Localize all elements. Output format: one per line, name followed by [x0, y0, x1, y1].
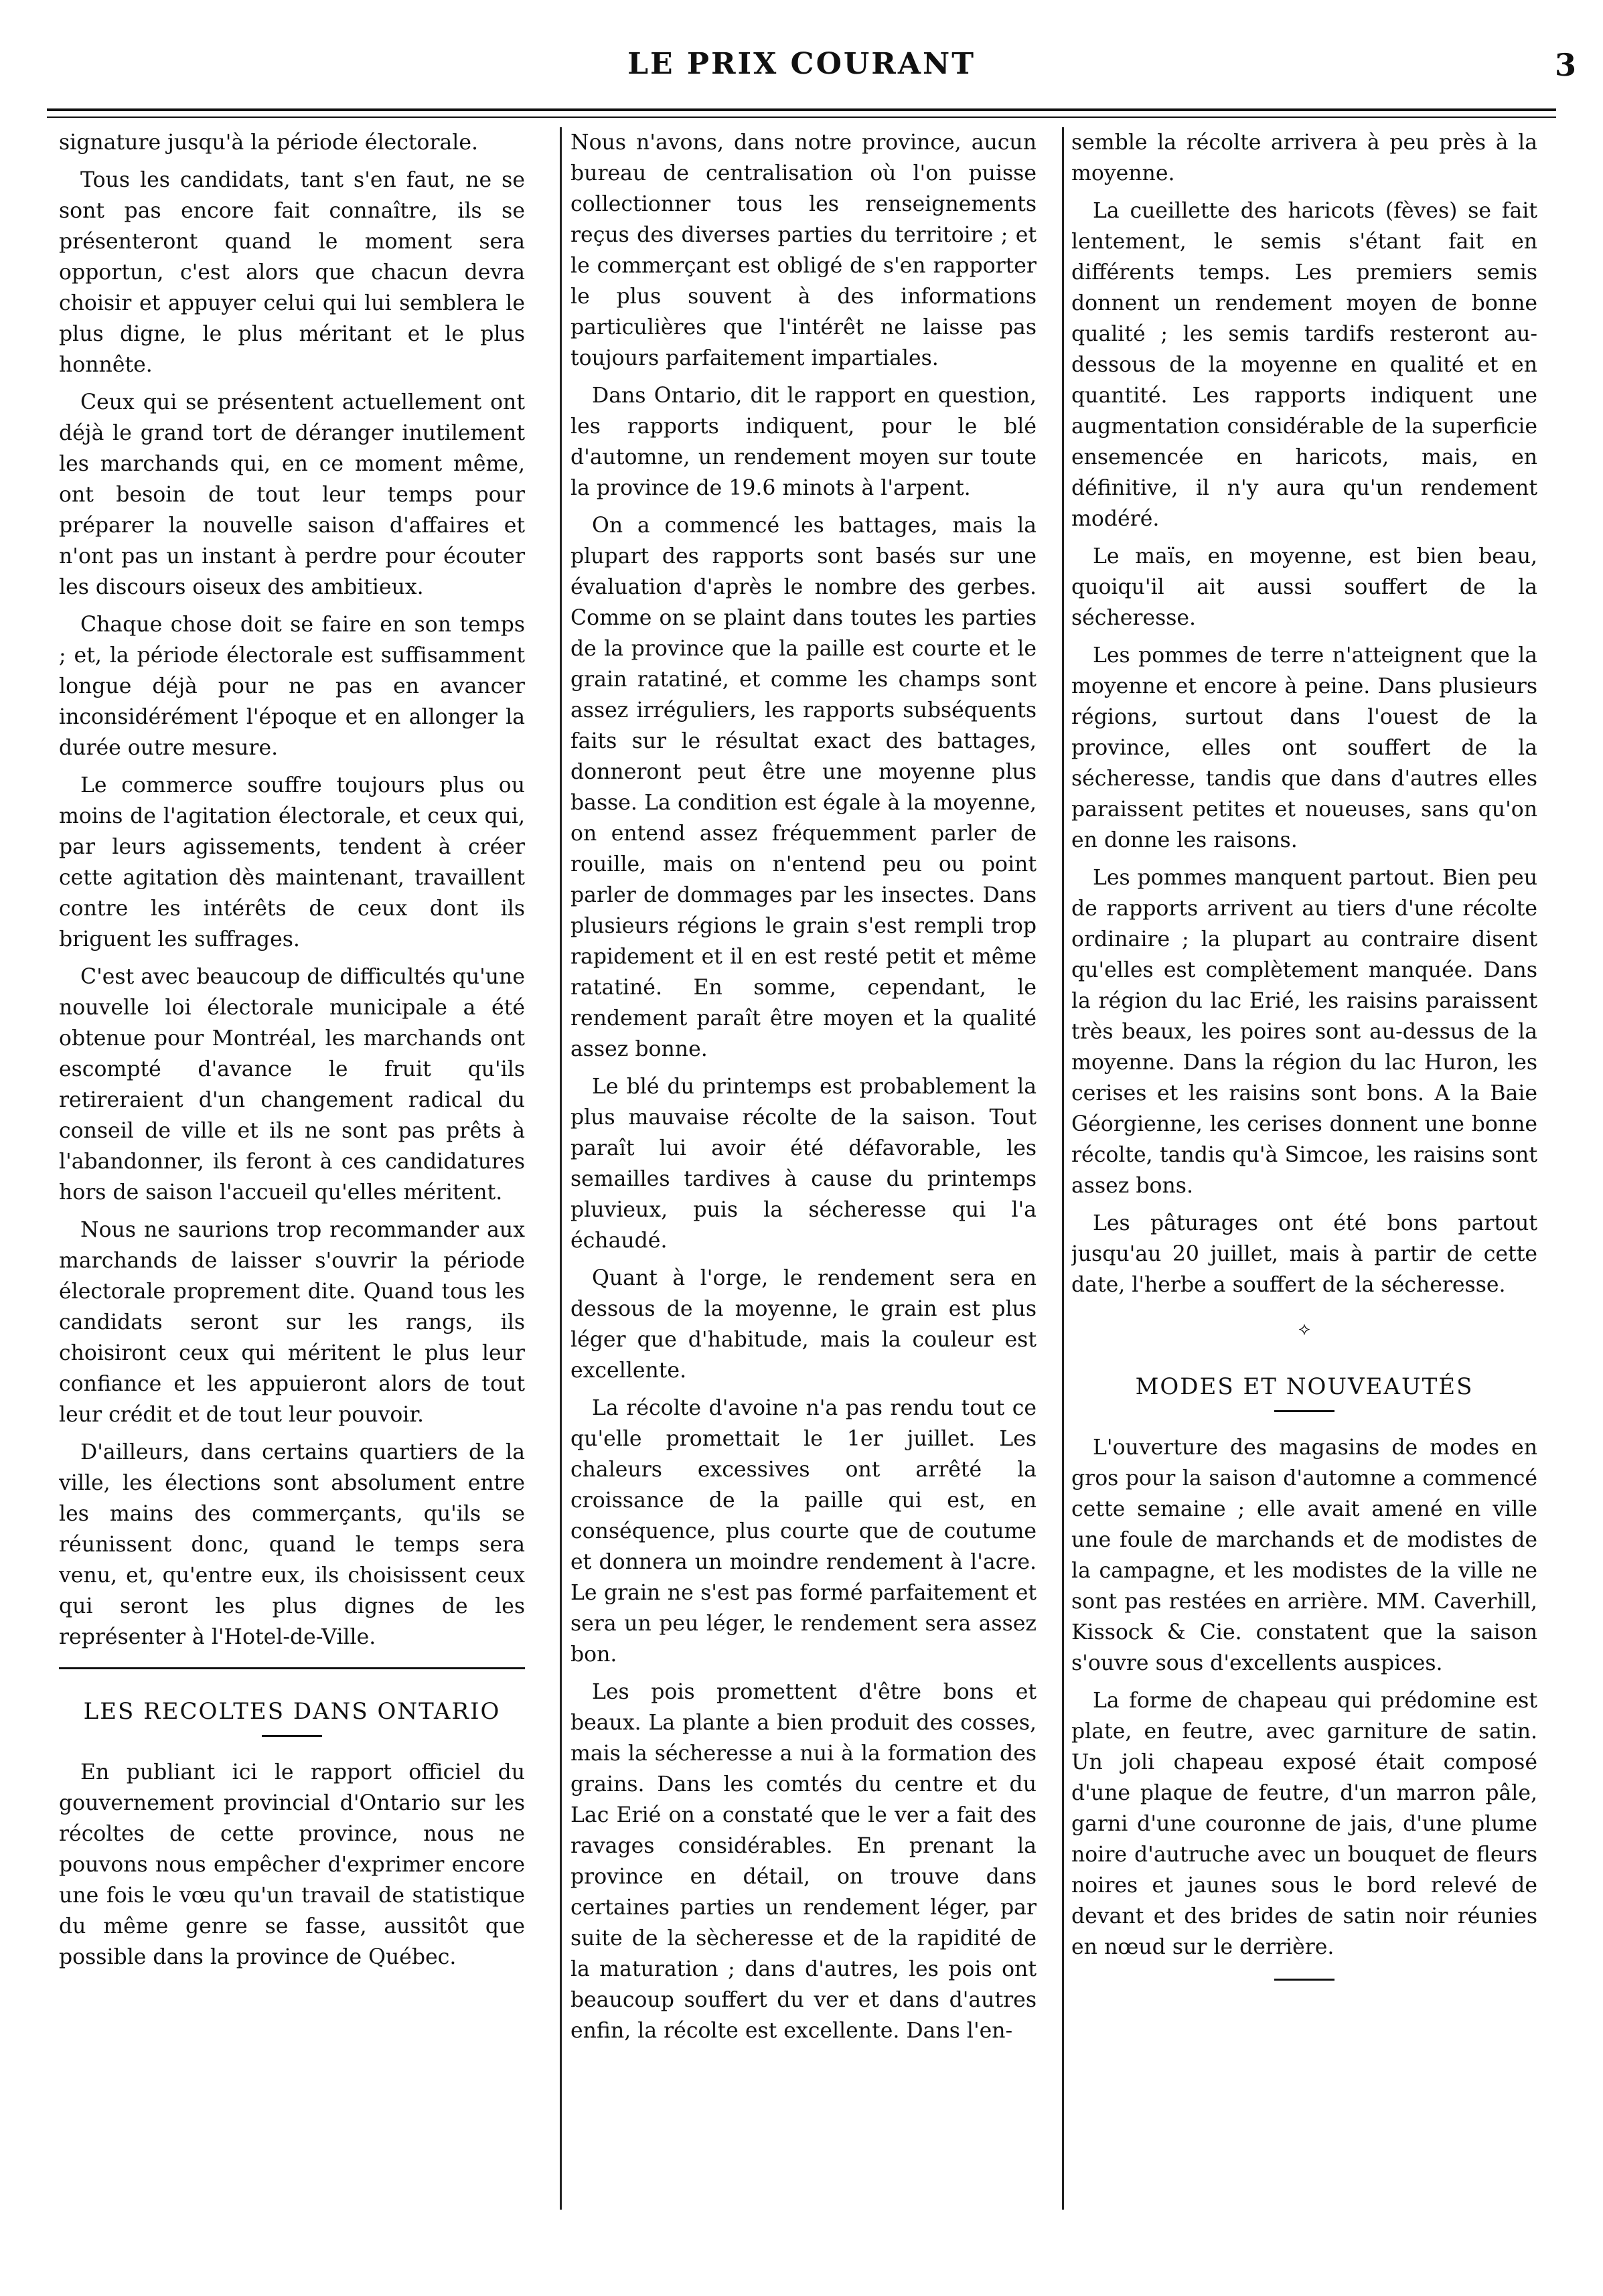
paragraph: semble la récolte arrivera à peu près à la moyenne. [1071, 131, 1537, 185]
column-divider [1062, 127, 1064, 2210]
paragraph: La forme de chapeau qui prédomine est plate, en feutre, avec garniture de satin. Un joli chapeau exposé était composé d'une plaque de feutre, d'un marron pâle, garni d'une couronne de jais, d'une plume noire d'autruche avec un bouquet de fleurs noires et jaunes sous le bord relevé de devant et des brides de satin noir réunies en nœud sur le derrière. [1071, 1689, 1537, 1959]
ornament-divider: ⟡ [1298, 1319, 1310, 1339]
paragraph: Dans Ontario, dit le rapport en question, les rapports indiquent, pour le blé d'automne, un rendement moyen sur toute la province de 19.6 minots à l'arpent. [570, 384, 1037, 500]
page-number: 3 [1554, 47, 1576, 83]
column-divider [560, 127, 562, 2210]
paragraph: En publiant ici le rapport officiel du gouvernement provincial d'Ontario sur les récoltes de cette province, nous ne pouvons nous empêcher d'exprimer encore une fois le vœu qu'un travail de statistique du même genre se fasse, aussitôt que possible dans la province de Québec. [59, 1760, 525, 1969]
paragraph: Le blé du printemps est probablement la plus mauvaise récolte de la saison. Tout paraît lui avoir été défavorable, les semailles tardives à cause du printemps pluvieux, puis la sécheresse qui l'a échaudé. [570, 1075, 1037, 1253]
paragraph: On a commencé les battages, mais la plupart des rapports sont basés sur une évaluation d'après le nombre des gerbes. Comme on se plaint dans toutes les parties de la province que la paille est courte et le grain ratatiné, et comme les champs sont assez irréguliers, les rapports subséquents faits sur le résultat exact des battages, donneront peut être une moyenne plus basse. La condition est égale à la moyenne, on entend assez fréquemment parler de rouille, mais on n'entend peu ou point parler de dommages par les insectes. Dans plusieurs régions le grain s'est rempli trop rapidement et il en est resté petit et même ratatiné. En somme, cependant, le rendement paraît être moyen et la qualité assez bonne. [570, 514, 1037, 1061]
column-right [1071, 127, 1537, 2210]
paragraph: Les pâturages ont été bons partout jusqu'au 20 juillet, mais à partir de cette date, l'herbe a souffert de la sécheresse. [1071, 1211, 1537, 1297]
paragraph: Nous ne saurions trop recommander aux marchands de laisser s'ouvrir la période électorale proprement dite. Quand tous les candidats seront sur les rangs, ils choisiront ceux qui méritent le plus leur confiance et les appuieront alors de tout leur crédit et de tout leur pouvoir. [59, 1218, 525, 1427]
paragraph: signature jusqu'à la période électorale. [59, 131, 479, 155]
running-title: LE PRIX COURANT [627, 47, 976, 81]
end-rule [1274, 1979, 1334, 1981]
paragraph: Les pois promettent d'être bons et beaux. La plante a bien produit des cosses, mais la sécheresse a nui à la formation des grains. Dans les comtés du centre et du Lac Erié on a constaté que le ver a fait des ravages considérables. En prenant la province en détail, on trouve dans certaines parties un rendement léger, par suite de la sècheresse et de la rapidité de la maturation ; dans d'autres, les pois ont beaucoup souffert du ver et dans d'autres enfin, la récolte est excellente. Dans l'en- [570, 1680, 1037, 2043]
paragraph: Quant à l'orge, le rendement sera en dessous de la moyenne, le grain est plus léger que d'habitude, mais la couleur est excellente. [570, 1266, 1037, 1383]
paragraph: C'est avec beaucoup de difficultés qu'une nouvelle loi électorale municipale a été obtenue pour Montréal, les marchands ont escompté d'avance le fruit qu'ils retireraient d'un changement radical du conseil de ville et ils ne sont pas prêts à l'abandonner, ils feront à ces candidatures hors de saison l'accueil qu'elles méritent. [59, 965, 525, 1205]
section-title-modes: MODES ET NOUVEAUTÉS [1135, 1373, 1474, 1400]
paragraph: Le maïs, en moyenne, est bien beau, quoiqu'il ait aussi souffert de la sécheresse. [1071, 544, 1537, 630]
section-divider [59, 1667, 525, 1669]
title-underline [1274, 1410, 1334, 1412]
paragraph: La récolte d'avoine n'a pas rendu tout ce qu'elle promettait le 1er juillet. Les chaleurs excessives ont arrêté la croissance de la paille qui est, en conséquence, plus courte que de coutume et donnera un moindre rendement à l'acre. Le grain ne s'est pas formé parfaitement et sera un peu léger, le rendement sera assez bon. [570, 1396, 1037, 1667]
paragraph: Nous n'avons, dans notre province, aucun bureau de centralisation où l'on puisse collectionner tous les renseignements reçus des diverses parties du territoire ; et le commerçant est obligé de s'en rapporter le plus souvent à des informations particulières que l'intérêt ne laisse pas toujours parfaitement impartiales. [570, 131, 1037, 370]
paragraph: La cueillette des haricots (fèves) se fait lentement, le semis s'étant fait en différents temps. Les premiers semis donnent un rendement moyen de bonne qualité ; les semis tardifs resteront au-dessous de la moyenne en qualité et en quantité. Les rapports indiquent une augmentation considérable de la superficie ensemencée en haricots, mais, en définitive, il n'y aura qu'un rendement modéré. [1071, 199, 1537, 531]
paragraph: Tous les candidats, tant s'en faut, ne se sont pas encore fait connaître, ils se présenteront quand le moment sera opportun, c'est alors que chacun devra choisir et appuyer celui qui lui semblera le plus digne, le plus méritant et le plus honnête. [59, 168, 525, 377]
section-title-recoltes: LES RECOLTES DANS ONTARIO [83, 1698, 501, 1725]
paragraph: Ceux qui se présentent actuellement ont déjà le grand tort de déranger inutilement les marchands qui, en ce moment même, ont besoin de tout leur temps pour préparer la nouvelle saison d'affaires et n'ont pas un instant à perdre pour écouter les discours oiseux des ambitieux. [59, 390, 525, 599]
paragraph: Les pommes manquent partout. Bien peu de rapports arrivent au tiers d'une récolte ordinaire ; la plupart au contraire disent qu'elles est complètement manquée. Dans la région du lac Erié, les raisins paraissent très beaux, les poires sont au-dessus de la moyenne. Dans la région du lac Huron, les cerises et les raisins sont bons. A la Baie Géorgienne, les cerises donnent une bonne récolte, tandis qu'à Simcoe, les raisins sont assez bons. [1071, 866, 1537, 1198]
paragraph: L'ouverture des magasins de modes en gros pour la saison d'automne a commencé cette semaine ; elle avait amené en ville une foule de marchands et de modistes de la campagne, et les modistes de la ville ne sont pas restées en arrière. MM. Caverhill, Kissock & Cie. constatent que la saison s'ouvre sous d'excellents auspices. [1071, 1436, 1537, 1675]
page-header [27, 47, 1576, 100]
title-underline [262, 1735, 322, 1737]
header-double-rule [47, 108, 1556, 118]
column-left [59, 127, 525, 2210]
paragraph: Les pommes de terre n'atteignent que la moyenne et encore à peine. Dans plusieurs régions, surtout dans l'ouest de la province, elles ont souffert de la sécheresse, tandis que dans d'autres elles paraissent petites et noueuses, sans qu'on en donne les raisons. [1071, 643, 1537, 852]
paragraph: Chaque chose doit se faire en son temps ; et, la période électorale est suffisamment longue déjà pour ne pas en avancer inconsidérément l'époque et en allonger la durée outre mesure. [59, 613, 525, 760]
paragraph: D'ailleurs, dans certains quartiers de la ville, les élections sont absolument entre les mains des commerçants, qu'ils se réunissent donc, quand le temps sera venu, et, qu'entre eux, ils choisissent ceux qui seront les plus dignes de les représenter à l'Hotel-de-Ville. [59, 1440, 525, 1649]
column-middle [570, 127, 1037, 2210]
paragraph: Le commerce souffre toujours plus ou moins de l'agitation électorale, et ceux qui, par leurs agissements, tendent à créer cette agitation dès maintenant, travaillent contre les intérêts de ceux dont ils briguent les suffrages. [59, 773, 525, 951]
